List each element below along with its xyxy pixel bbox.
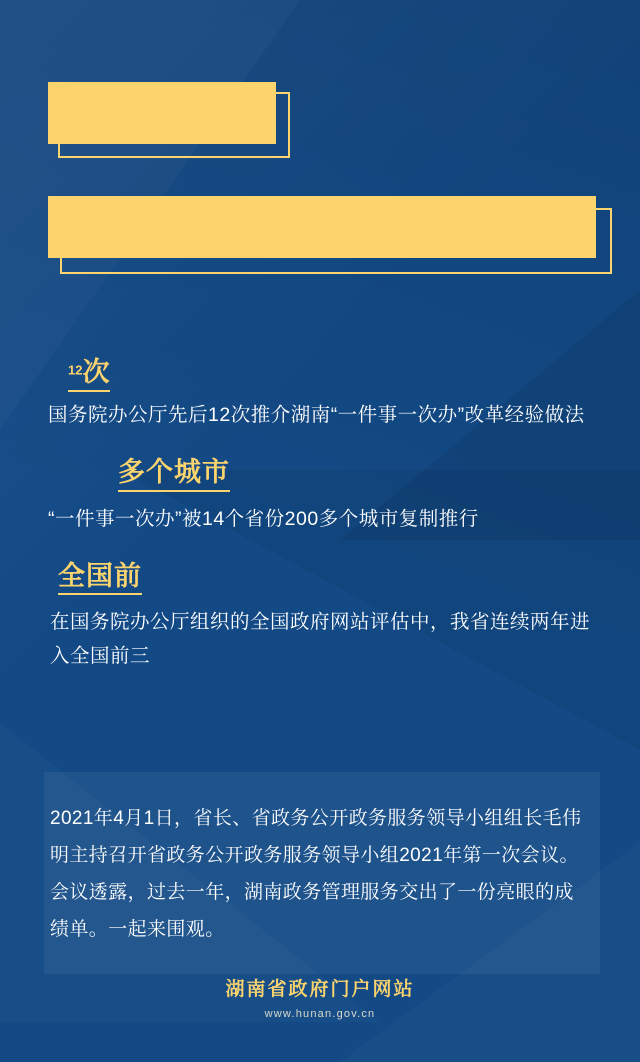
stat-heading [118,458,230,492]
stat-heading [68,358,110,392]
stat-heading [58,562,142,596]
footer [0,974,640,1020]
summary-text: 2021年4月1日，省长、省政务公开政务服务领导小组组长毛伟明主持召开省政务公开政务服务领导小组2021年第一次会议。会议透露，过去一年，湖南政务管理服务交出了一份亮眼的成绩单。一起来围观。 [50,808,582,941]
stat-number: 12 [68,362,83,378]
stat-unit: 多个城市 [118,456,230,487]
stat-unit: 次 [82,357,111,387]
title-block-1-bar [48,82,276,144]
stat-item [48,562,600,674]
stats-section [48,358,600,700]
stat-description: “一件事一次办”被14个省份200多个城市复制推行 [48,507,479,530]
title-block-2 [48,196,596,258]
summary-panel [44,772,600,974]
stat-description: 国务院办公厅先后12次推介湖南“一件事一次办”改革经验做法 [48,403,585,426]
stat-description: 在国务院办公厅组织的全国政府网站评估中，我省连续两年进入全国前三 [50,611,591,668]
title-block-2-bar [48,196,596,258]
title-block-1 [48,82,276,144]
stat-item [48,458,600,536]
footer-site-name: 湖南省政府门户网站 [225,979,415,1000]
stat-item [48,358,600,432]
stat-unit: 全国前 [58,560,142,591]
footer-url[interactable]: www.hunan.gov.cn [264,1008,376,1020]
